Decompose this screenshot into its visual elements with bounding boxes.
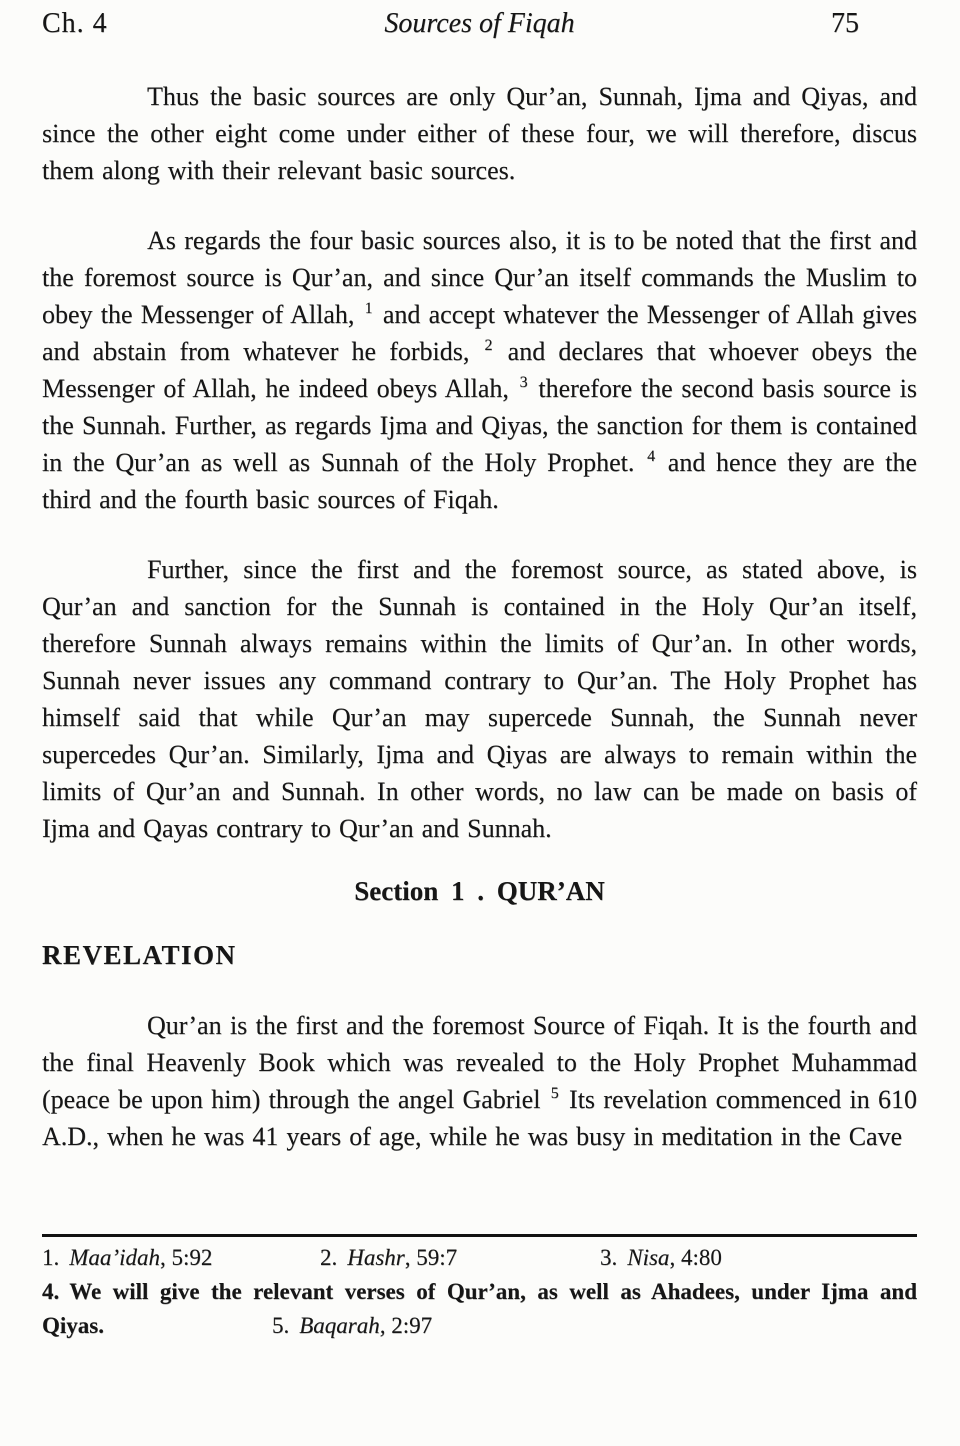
chapter-label: Ch. 4 (42, 8, 108, 39)
footnote-verse: , 59:7 (404, 1245, 458, 1270)
footnote-source: Baqarah, (299, 1313, 386, 1338)
paragraph-text: and hence they are the third and the fourth basic sources of Fiqah. (42, 448, 918, 514)
paragraph-text: and accept whatever the Messenger of Allah gives and abstain from whatever he forbids, (42, 300, 917, 366)
footnote-number: 5. (272, 1313, 290, 1338)
body-paragraph-4 (42, 1007, 917, 1155)
footnote-verse: , 5:92 (159, 1245, 213, 1270)
running-title: Sources of Fiqah (384, 8, 575, 39)
footnote-ref-3: 3 (519, 374, 528, 392)
footnote-number: 2. (320, 1245, 338, 1270)
footnote-4 (42, 1275, 917, 1309)
footnote-ref-5: 5 (550, 1085, 559, 1103)
paragraph-text: and declares that whoever obeys the Messenger of Allah, he indeed obeys Allah, (42, 337, 918, 403)
footnotes-section (42, 1234, 917, 1343)
footnote-row-3 (42, 1309, 917, 1343)
footnote-ref-1: 1 (364, 300, 373, 318)
footnote-ref-4: 4 (647, 448, 656, 466)
section-heading: Section 1 . QUR’AN (354, 876, 605, 906)
body-paragraph-3 (42, 551, 917, 847)
footnote-source: Nisa (627, 1245, 670, 1270)
paragraph-text: Further, since the first and the foremost source, as stated above, is Qur’an and sanction for the Sunnah is contained in the Holy Qur’an itself, therefore Sunnah always remains within the limits of Qur’an. In other words, Sunnah never issues any command contrary to Qur’an. The Holy Prophet has himself said that while Qur’an may supercede Sunnah, the Sunnah never supercedes Qur’an. Similarly, Ijma and Qiyas are always to remain within the limits of Qur’an and Sunnah. In other words, no law can be made on basis of Ijma and Qayas contrary to Qur’an and Sunnah. (42, 555, 917, 843)
footnote-separator (42, 1234, 917, 1237)
footnote-row-1 (42, 1241, 917, 1275)
footnote-ref-2: 2 (484, 337, 493, 355)
footnote-number: 4. (42, 1279, 60, 1304)
paragraph-text: As regards the four basic sources also, it is to be noted that the first and the foremost source is Qur’an, and since Qur’an itself commands the Muslim to obey the Messenger of Allah, (42, 226, 917, 329)
paragraph-text: Thus the basic sources are only Qur’an, Sunnah, Ijma and Qiyas, and since the other eight come under either of these four, we will therefore, discus them along with their relevant basic sources. (42, 82, 917, 185)
footnote-number: 3. (600, 1245, 618, 1270)
body-paragraph-2 (42, 222, 917, 518)
paragraph-text: therefore the second basis source is the Sunnah. Further, as regards Ijma and Qiyas, the sanction for them is contained in the Qur’an as well as Sunnah of the Holy Prophet. (42, 374, 918, 477)
footnote-number: 1. (42, 1245, 60, 1270)
footnote-source: Maa’idah (69, 1245, 160, 1270)
revelation-heading: REVELATION (42, 940, 237, 970)
paragraph-text: Qur’an is the first and the foremost Source of Fiqah. It is the fourth and the final Heavenly Book which was revealed to the Holy Prophet Muhammad (peace be upon him) through the angel Gabriel (42, 1011, 917, 1114)
page-number: 75 (831, 8, 859, 39)
footnote-3 (600, 1241, 917, 1275)
footnote-text: We will give the relevant verses of Qur’an, as well as Ahadees, under Ijma and (69, 1279, 917, 1304)
page-header (42, 8, 917, 40)
footnote-source: Hashr (347, 1245, 405, 1270)
footnote-1 (42, 1241, 320, 1275)
footnote-verse: 2:97 (391, 1313, 433, 1338)
footnote-verse: , 4:80 (669, 1245, 722, 1270)
footnote-2 (320, 1241, 600, 1275)
body-paragraph-1 (42, 78, 917, 189)
footnote-4-continuation: Qiyas. (42, 1313, 104, 1338)
paragraph-text: Its revelation commenced in 610 A.D., when he was 41 years of age, while he was busy in meditation in the Cave (42, 1085, 918, 1151)
